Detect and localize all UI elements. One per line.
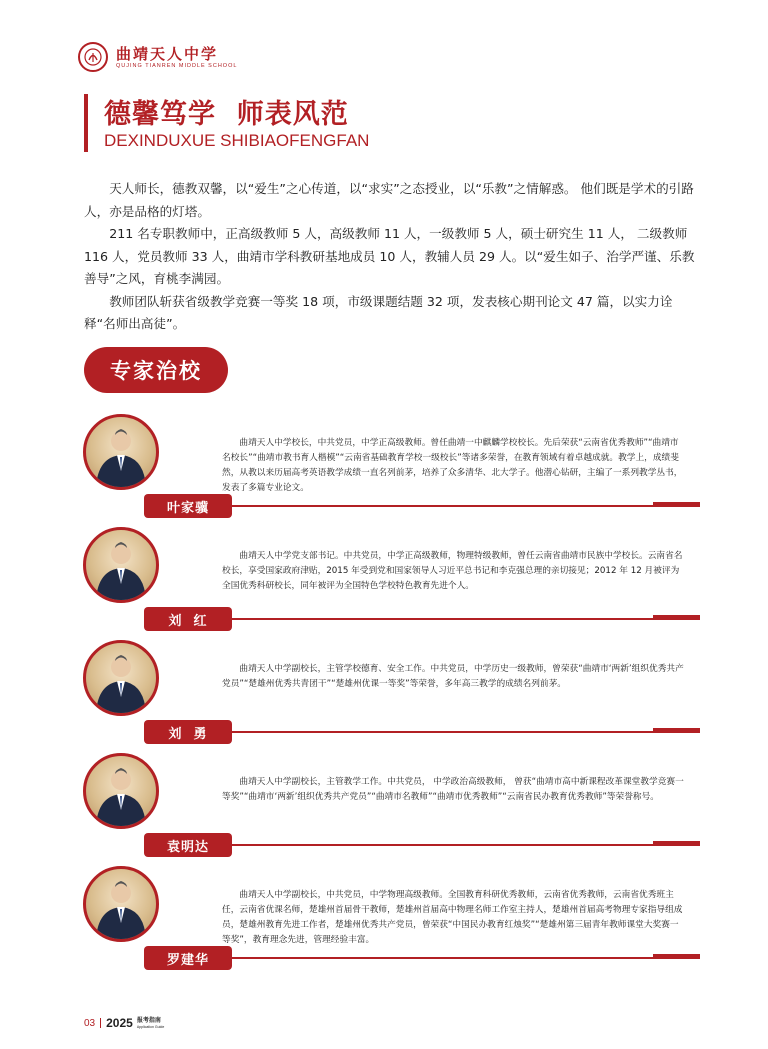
- footer-guide-title: 报考指南: [136, 1017, 161, 1024]
- section-heading: 专家治校: [84, 347, 228, 393]
- divider-line: [232, 957, 700, 959]
- school-seal-icon: [78, 42, 108, 72]
- profile-bio-text: 曲靖天人中学副校长，主管教学工作。中共党员， 中学政治高级教师， 曾获“曲靖市高中新课程改革课堂教学竞赛一等奖”“曲靖市‘两新’组织优秀共产党员”“曲靖市名教师”“曲靖市优秀教师”“云南省民办教育优秀教师”等荣誉称号。: [222, 777, 684, 802]
- portrait-photo: [83, 753, 159, 829]
- profile-card: [80, 640, 700, 748]
- portrait-photo: [83, 866, 159, 942]
- school-name: 曲靖天人中学: [116, 45, 219, 63]
- intro-paragraph: 教师团队斩获省级教学竞赛一等奖 18 项，市级课题结题 32 项，发表核心期刊论文 47 篇，以实力诠释“名师出高徒”。: [84, 293, 673, 331]
- profile-bio: [222, 436, 687, 496]
- footer-divider: [100, 1018, 101, 1028]
- profile-name: 刘 红: [144, 607, 232, 631]
- divider-line: [232, 505, 700, 507]
- divider-accent: [653, 841, 700, 846]
- divider-line: [232, 618, 700, 620]
- profile-bio: [222, 775, 687, 805]
- profile-name: 罗建华: [144, 946, 232, 970]
- profile-name: 袁明达: [144, 833, 232, 857]
- divider-line: [232, 731, 700, 733]
- intro-paragraph: 天人师长，德教双馨，以“爱生”之心传道，以“求实”之态授业，以“乐教”之情解惑。 他们既是学术的引路人，亦是品格的灯塔。: [84, 181, 694, 219]
- footer-guide-subtitle: Application Guide: [136, 1024, 165, 1029]
- page-number: 03: [84, 1017, 96, 1029]
- profile-card: [80, 753, 700, 861]
- profile-bio-text: 曲靖天人中学校长，中共党员，中学正高级教师。曾任曲靖一中麒麟学校校长。先后荣获“云南省优秀教师”“曲靖市名校长”“曲靖市教书育人楷模”“云南省基础教育学校一级校长”等诸多荣誉，在教育领域有着卓越成就。教学上，成绩斐然，从教以来历届高考英语教学成绩一直名列前茅，培养了众多清华、北大学子。他潜心钻研，主编了一系列教学丛书，发表了多篇专业论文。: [222, 438, 683, 493]
- divider-accent: [653, 615, 700, 620]
- intro-text: [84, 178, 697, 336]
- divider-accent: [653, 502, 700, 507]
- intro-paragraph: 211 名专职教师中，正高级教师 5 人，高级教师 11 人，一级教师 5 人，硕士研究生 11 人， 二级教师 116 人，党员教师 33 人，曲靖市学科教研基地成员 10 人，教辅人员 29 人。以“爱生如子、治学严谨、乐教善导”之风，育桃李满园。: [84, 226, 695, 286]
- profile-bio-text: 曲靖天人中学副校长，主管学校德育、安全工作。中共党员，中学历史一级教师，曾荣获“曲靖市‘两新’组织优秀共产党员”“楚雄州优秀共青团干”“楚雄州优课一等奖”等荣誉，多年高三教学的成绩名列前茅。: [222, 664, 684, 689]
- profile-bio: [222, 549, 687, 594]
- profile-name: 叶家骥: [144, 494, 232, 518]
- profile-bio-text: 曲靖天人中学党支部书记。中共党员，中学正高级教师，物理特级教师，曾任云南省曲靖市民族中学校长。云南省名校长，享受国家政府津贴，2015 年受到党和国家领导人习近平总书记和李克强总理的亲切接见；2012 年 12 月被评为全国优秀科研校长，同年被评为全国特色学校特色教育先进个人。: [222, 551, 683, 591]
- profile-name: 刘 勇: [144, 720, 232, 744]
- portrait-photo: [83, 640, 159, 716]
- profile-bio: [222, 888, 687, 948]
- divider-line: [232, 844, 700, 846]
- profile-card: [80, 527, 700, 635]
- school-logo: [78, 40, 237, 74]
- footer-year: 2025: [106, 1016, 133, 1030]
- profile-card: [80, 866, 700, 974]
- page-footer: [84, 1016, 164, 1030]
- portrait-photo: [83, 414, 159, 490]
- school-name-en: QUJING TIANREN MIDDLE SCHOOL: [116, 63, 238, 69]
- profile-card: [80, 414, 700, 522]
- page-title: 德馨笃学 师表风范: [104, 99, 349, 130]
- title-accent-bar: [84, 94, 88, 152]
- profile-bio-text: 曲靖天人中学副校长，中共党员，中学物理高级教师。全国教育科研优秀教师，云南省优秀教师，云南省优秀班主任，云南省优课名师，楚雄州首届骨干教师，楚雄州首届高中物理名师工作室主持人，楚雄州首届高考物理专家指导组成员，楚雄州教育先进工作者，楚雄州优秀共产党员，曾荣获“中国民办教育红烛奖”“楚雄州第三届青年教师课堂大奖赛一等奖”，教育理念先进，管理经验丰富。: [222, 890, 683, 945]
- profile-bio: [222, 662, 687, 692]
- page-title-en: DEXINDUXUE SHIBIAOFENGFAN: [104, 131, 370, 150]
- divider-accent: [653, 954, 700, 959]
- divider-accent: [653, 728, 700, 733]
- portrait-photo: [83, 527, 159, 603]
